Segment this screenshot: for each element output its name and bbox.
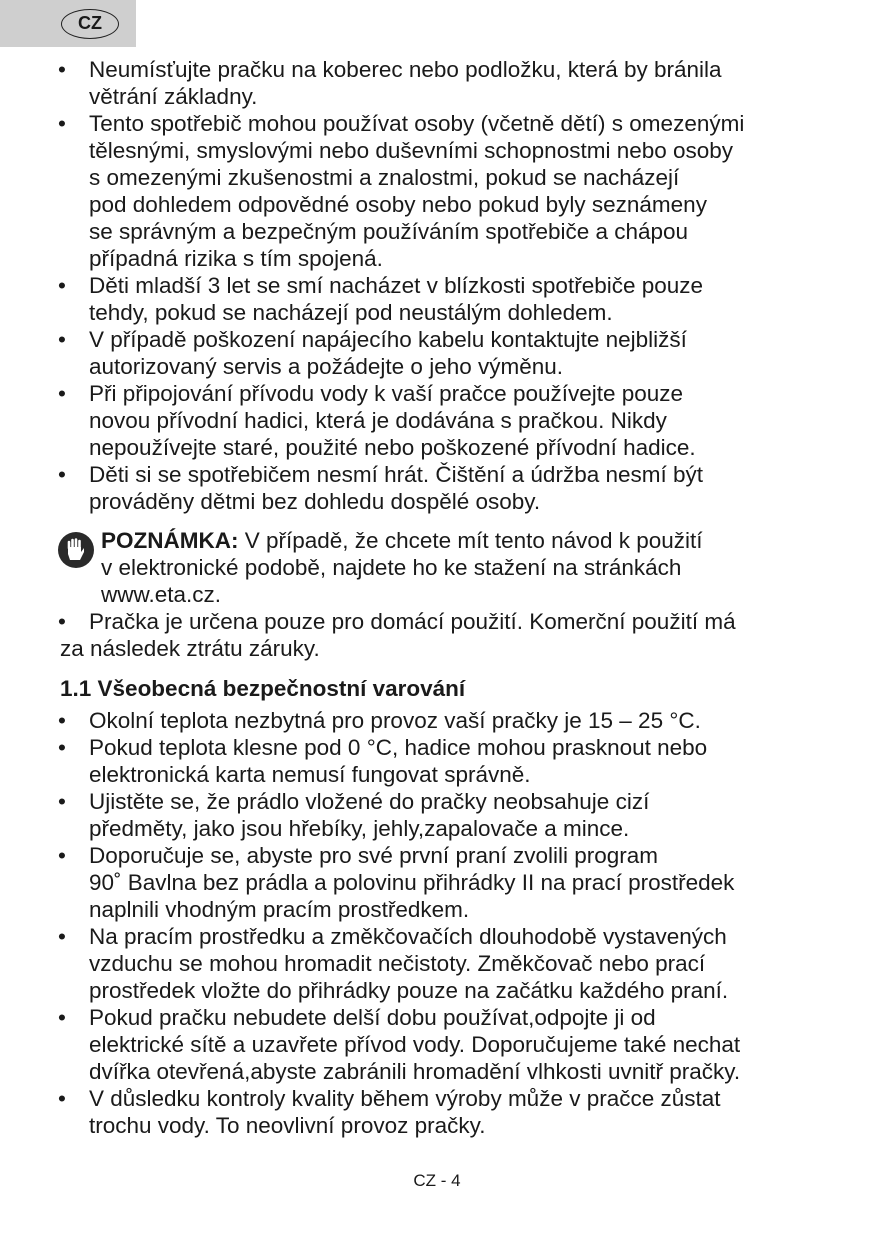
list-item bbox=[0, 272, 874, 326]
bullet-icon: • bbox=[58, 273, 66, 298]
list-item-text: elektronická karta nemusí fungovat správně. bbox=[89, 762, 531, 787]
list-item-text: pod dohledem odpovědné osoby nebo pokud byly seznámeny bbox=[89, 192, 707, 217]
bullet-icon: • bbox=[58, 735, 66, 760]
list-item-text: případná rizika s tím spojená. bbox=[89, 246, 383, 271]
list-item-text: autorizovaný servis a požádejte o jeho výměnu. bbox=[89, 354, 564, 379]
bullet-icon: • bbox=[58, 708, 66, 733]
list-item bbox=[0, 110, 874, 272]
list-item bbox=[0, 461, 874, 515]
list-item-text: Okolní teplota nezbytná pro provoz vaší pračky je 15 – 25 °C. bbox=[89, 708, 701, 733]
list-item bbox=[0, 380, 874, 461]
list-item-text: předměty, jako jsou hřebíky, jehly,zapalovače a mince. bbox=[89, 816, 630, 841]
list-item bbox=[0, 707, 874, 734]
note-text: V případě, že chcete mít tento návod k použití bbox=[238, 528, 703, 553]
list-item-text: Pokud teplota klesne pod 0 °C, hadice mohou prasknout nebo bbox=[89, 735, 708, 760]
list-item-text: nepoužívejte staré, použité nebo poškozené přívodní hadice. bbox=[89, 435, 696, 460]
section-heading: 1.1 Všeobecná bezpečnostní varování bbox=[60, 676, 466, 701]
bullet-icon: • bbox=[58, 57, 66, 82]
list-item bbox=[0, 326, 874, 380]
list-item-text: naplnili vhodným pracím prostředkem. bbox=[89, 897, 470, 922]
language-tab bbox=[0, 0, 136, 47]
list-item-text: prostředek vložte do přihrádky pouze na začátku každého praní. bbox=[89, 978, 729, 1003]
list-item-text: Doporučuje se, abyste pro své první praní zvolili program bbox=[89, 843, 659, 868]
list-item bbox=[0, 608, 874, 662]
bullet-icon: • bbox=[58, 1005, 66, 1030]
list-item-text: Tento spotřebič mohou používat osoby (včetně dětí) s omezenými bbox=[89, 111, 745, 136]
note-box bbox=[0, 527, 874, 608]
list-item-text: Na pracím prostředku a změkčovačích dlouhodobě vystavených bbox=[89, 924, 727, 949]
list-item-text: Ujistěte se, že prádlo vložené do pračky neobsahuje cizí bbox=[89, 789, 650, 814]
general-warnings-list bbox=[0, 707, 874, 1139]
list-item bbox=[0, 788, 874, 842]
list-item-text: tělesnými, smyslovými nebo duševními schopnostmi nebo osoby bbox=[89, 138, 734, 163]
list-item-text: s omezenými zkušenostmi a znalostmi, pokud se nacházejí bbox=[89, 165, 680, 190]
list-item bbox=[0, 1085, 874, 1139]
list-item-text: novou přívodní hadici, která je dodávána s pračkou. Nikdy bbox=[89, 408, 667, 433]
list-item bbox=[0, 734, 874, 788]
usage-list bbox=[0, 608, 874, 662]
bullet-icon: • bbox=[58, 789, 66, 814]
list-item-text: 90˚ Bavlna bez prádla a polovinu přihrádky II na prací prostředek bbox=[89, 870, 735, 895]
bullet-icon: • bbox=[58, 111, 66, 136]
list-item bbox=[0, 1004, 874, 1085]
list-item-text: Neumísťujte pračku na koberec nebo podložku, která by bránila bbox=[89, 57, 722, 82]
bullet-icon: • bbox=[58, 381, 66, 406]
list-item-text: dvířka otevřená,abyste zabránili hromadění vlhkosti uvnitř pračky. bbox=[89, 1059, 741, 1084]
list-item-text: vzduchu se mohou hromadit nečistoty. Změkčovač nebo prací bbox=[89, 951, 706, 976]
list-item bbox=[0, 923, 874, 1004]
bullet-icon: • bbox=[58, 1086, 66, 1111]
bullet-icon: • bbox=[58, 609, 66, 634]
list-item-text: Děti si se spotřebičem nesmí hrát. Čištění a údržba nesmí být bbox=[89, 462, 704, 487]
note-link[interactable]: www.eta.cz. bbox=[101, 582, 222, 607]
bullet-icon: • bbox=[58, 327, 66, 352]
list-item bbox=[0, 56, 874, 110]
bullet-icon: • bbox=[58, 924, 66, 949]
note-label: POZNÁMKA: bbox=[101, 528, 239, 553]
list-item-text: prováděny dětmi bez dohledu dospělé osoby. bbox=[89, 489, 541, 514]
safety-list bbox=[0, 56, 874, 515]
list-item-text: V důsledku kontroly kvality během výroby může v pračce zůstat bbox=[89, 1086, 721, 1111]
list-item-text: větrání základny. bbox=[89, 84, 258, 109]
note-text: v elektronické podobě, najdete ho ke stažení na stránkách bbox=[101, 555, 682, 580]
list-item-text: V případě poškození napájecího kabelu kontaktujte nejbližší bbox=[89, 327, 687, 352]
list-item bbox=[0, 842, 874, 923]
list-item-text: tehdy, pokud se nacházejí pod neustálým dohledem. bbox=[89, 300, 613, 325]
page-number: CZ - 4 bbox=[413, 1171, 461, 1190]
list-item-text: Děti mladší 3 let se smí nacházet v blízkosti spotřebiče pouze bbox=[89, 273, 704, 298]
list-item-text: se správným a bezpečným používáním spotřebiče a chápou bbox=[89, 219, 689, 244]
bullet-icon: • bbox=[58, 843, 66, 868]
list-item-text: Při připojování přívodu vody k vaší pračce používejte pouze bbox=[89, 381, 684, 406]
list-item-text: elektrické sítě a uzavřete přívod vody. Doporučujeme také nechat bbox=[89, 1032, 741, 1057]
list-item-text: Pokud pračku nebudete delší dobu používat,odpojte ji od bbox=[89, 1005, 656, 1030]
language-badge: CZ bbox=[61, 9, 119, 39]
list-item-text: Pračka je určena pouze pro domácí použití. Komerční použití má bbox=[89, 609, 736, 634]
list-item-text: za následek ztrátu záruky. bbox=[60, 636, 320, 661]
bullet-icon: • bbox=[58, 462, 66, 487]
list-item-text: trochu vody. To neovlivní provoz pračky. bbox=[89, 1113, 486, 1138]
